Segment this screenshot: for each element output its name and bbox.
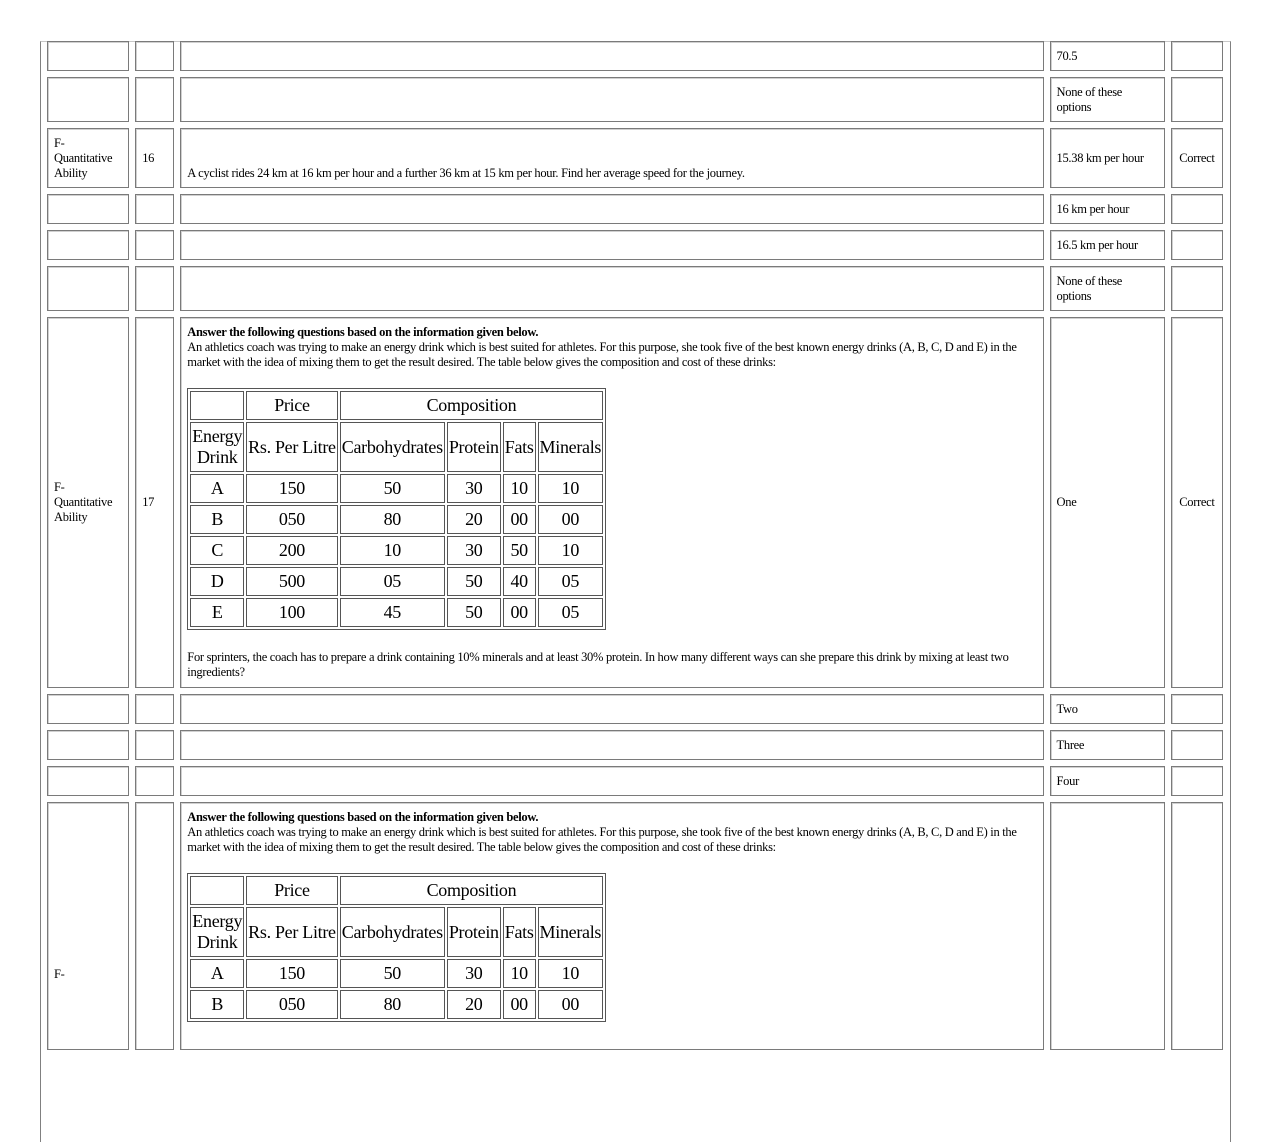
drink-row (190, 505, 603, 534)
question-cell (180, 41, 1043, 71)
header-fats: Fats (503, 907, 536, 957)
header-energy-drink: Energy Drink (190, 422, 244, 472)
number-cell (135, 317, 174, 688)
option-text: 15.38 km per hour (1056, 150, 1144, 165)
drink-cell: 80 (340, 990, 445, 1019)
drink-cell: 05 (538, 598, 604, 627)
header-composition: Composition (340, 876, 603, 905)
drink-row (190, 959, 603, 988)
drink-cell: 30 (447, 536, 501, 565)
question-cell (180, 730, 1043, 760)
category-cell (47, 77, 129, 122)
option-cell (1050, 730, 1165, 760)
category-cell (47, 317, 129, 688)
option-cell (1050, 230, 1165, 260)
drink-cell: 00 (503, 505, 536, 534)
question-intro: An athletics coach was trying to make an energy drink which is best suited for athletes. For this purpose, she took five of the best known energy drinks (A, B, C, D and E) in the market with the idea of mixing them to get the result desired. The table below gives the composition and cost of these drinks: (187, 825, 1017, 854)
table-row (47, 77, 1223, 122)
option-cell (1050, 266, 1165, 311)
number-cell (135, 77, 174, 122)
energy-drinks-table (187, 388, 606, 630)
drink-cell: 500 (246, 567, 338, 596)
drink-cell: A (190, 474, 244, 503)
drink-cell: 00 (538, 505, 604, 534)
table-row (47, 317, 1223, 688)
header-composition: Composition (340, 391, 603, 420)
drink-cell: A (190, 959, 244, 988)
number-cell (135, 41, 174, 71)
drink-cell: B (190, 990, 244, 1019)
energy-drinks-table (187, 873, 606, 1022)
drink-row (190, 598, 603, 627)
table-row (47, 694, 1223, 724)
result-cell (1171, 194, 1223, 224)
number-cell (135, 194, 174, 224)
header-carbohydrates: Carbohydrates (340, 422, 445, 472)
number-cell (135, 694, 174, 724)
drink-cell: 100 (246, 598, 338, 627)
drink-cell: D (190, 567, 244, 596)
category-cell (47, 766, 129, 796)
result-text: Correct (1179, 150, 1215, 165)
category-text: F-Quantitative Ability (54, 480, 113, 524)
option-text: Four (1056, 773, 1079, 788)
category-cell (47, 194, 129, 224)
header-carbohydrates: Carbohydrates (340, 907, 445, 957)
drink-cell: 10 (503, 959, 536, 988)
results-sheet (40, 41, 1230, 1014)
question-cell (180, 77, 1043, 122)
drink-row (190, 536, 603, 565)
question-cell (180, 694, 1043, 724)
drink-row (190, 474, 603, 503)
drink-cell: 10 (503, 474, 536, 503)
table-row (47, 128, 1223, 188)
category-cell (47, 730, 129, 760)
drink-cell: B (190, 505, 244, 534)
question-cell (180, 766, 1043, 796)
drink-cell: 30 (447, 959, 501, 988)
category-cell (47, 266, 129, 311)
drink-cell: 10 (538, 536, 604, 565)
table-row (47, 802, 1223, 1050)
category-text: F-Quantitative Ability (54, 135, 113, 180)
drink-row (190, 990, 603, 1019)
drink-cell: 10 (538, 474, 604, 503)
option-text: One (1056, 495, 1077, 509)
drink-cell: 80 (340, 505, 445, 534)
drink-cell: 30 (447, 474, 501, 503)
option-text: 16 km per hour (1056, 201, 1130, 216)
category-cell (47, 128, 129, 188)
question-cell (180, 317, 1043, 688)
number-cell (135, 266, 174, 311)
result-cell (1171, 802, 1223, 1050)
drink-cell: 150 (246, 959, 338, 988)
option-cell (1050, 694, 1165, 724)
option-cell (1050, 317, 1165, 688)
number-cell (135, 230, 174, 260)
drink-cell: E (190, 598, 244, 627)
question-cell (180, 802, 1043, 1050)
drink-cell: 50 (340, 959, 445, 988)
result-cell (1171, 730, 1223, 760)
question-cell (180, 230, 1043, 260)
header-protein: Protein (447, 907, 501, 957)
option-cell (1050, 802, 1165, 1050)
drink-cell: 50 (447, 567, 501, 596)
header-energy-drink: Energy Drink (190, 907, 244, 957)
question-intro: An athletics coach was trying to make an energy drink which is best suited for athletes. For this purpose, she took five of the best known energy drinks (A, B, C, D and E) in the market with the idea of mixing them to get the result desired. The table below gives the composition and cost of these drinks: (187, 340, 1017, 369)
drink-cell: 05 (340, 567, 445, 596)
header-blank-cell (190, 391, 244, 420)
answers-table (41, 35, 1229, 1056)
category-cell (47, 802, 129, 1050)
header-protein: Protein (447, 422, 501, 472)
option-text: 16.5 km per hour (1056, 237, 1138, 252)
header-price: Price (246, 391, 338, 420)
question-cell (180, 266, 1043, 311)
header-fats: Fats (503, 422, 536, 472)
result-cell (1171, 317, 1223, 688)
number-cell (135, 128, 174, 188)
drink-row (190, 567, 603, 596)
option-text: None of these options (1056, 273, 1123, 303)
header-rs-per-litre: Rs. Per Litre (246, 422, 338, 472)
header-price: Price (246, 876, 338, 905)
drink-cell: 50 (340, 474, 445, 503)
option-cell (1050, 766, 1165, 796)
result-cell (1171, 266, 1223, 311)
number-cell (135, 766, 174, 796)
result-cell (1171, 766, 1223, 796)
category-cell (47, 694, 129, 724)
drink-cell: 50 (447, 598, 501, 627)
table-row (47, 230, 1223, 260)
drink-cell: 00 (538, 990, 604, 1019)
drink-cell: 45 (340, 598, 445, 627)
drink-cell: 05 (538, 567, 604, 596)
header-rs-per-litre: Rs. Per Litre (246, 907, 338, 957)
question-number: 17 (142, 495, 155, 509)
option-text: Three (1056, 737, 1085, 752)
result-cell (1171, 41, 1223, 71)
result-cell (1171, 694, 1223, 724)
drink-cell: 200 (246, 536, 338, 565)
option-cell (1050, 77, 1165, 122)
drink-cell: 150 (246, 474, 338, 503)
question-text: For sprinters, the coach has to prepare a drink containing 10% minerals and at least 30% protein. In how many different ways can she prepare this drink by mixing at least two ingredients? (187, 650, 1009, 679)
drink-cell: 40 (503, 567, 536, 596)
option-cell (1050, 128, 1165, 188)
table-row (47, 194, 1223, 224)
option-text: Two (1056, 701, 1078, 716)
drink-cell: 00 (503, 990, 536, 1019)
question-text: A cyclist rides 24 km at 16 km per hour and a further 36 km at 15 km per hour. Find her average speed for the journey. (187, 166, 745, 180)
drink-cell: 20 (447, 505, 501, 534)
question-heading: Answer the following questions based on the information given below. (187, 325, 539, 339)
number-cell (135, 730, 174, 760)
option-text: None of these options (1056, 84, 1123, 114)
drink-cell: 050 (246, 990, 338, 1019)
question-cell (180, 128, 1043, 188)
question-number: 16 (142, 150, 155, 165)
drink-cell: C (190, 536, 244, 565)
category-cell (47, 41, 129, 71)
result-cell (1171, 128, 1223, 188)
category-text: F- (54, 967, 65, 981)
table-row (47, 730, 1223, 760)
drink-cell: 00 (503, 598, 536, 627)
question-heading: Answer the following questions based on the information given below. (187, 810, 539, 824)
option-cell (1050, 41, 1165, 71)
drink-cell: 050 (246, 505, 338, 534)
drink-cell: 10 (538, 959, 604, 988)
option-text: 70.5 (1056, 48, 1078, 63)
header-minerals: Minerals (538, 907, 604, 957)
question-cell (180, 194, 1043, 224)
header-blank-cell (190, 876, 244, 905)
category-cell (47, 230, 129, 260)
table-row (47, 266, 1223, 311)
table-row (47, 41, 1223, 71)
option-cell (1050, 194, 1165, 224)
drink-cell: 50 (503, 536, 536, 565)
drink-cell: 20 (447, 990, 501, 1019)
drink-cell: 10 (340, 536, 445, 565)
result-cell (1171, 230, 1223, 260)
table-row (47, 766, 1223, 796)
result-text: Correct (1179, 495, 1215, 509)
number-cell (135, 802, 174, 1050)
result-cell (1171, 77, 1223, 122)
header-minerals: Minerals (538, 422, 604, 472)
